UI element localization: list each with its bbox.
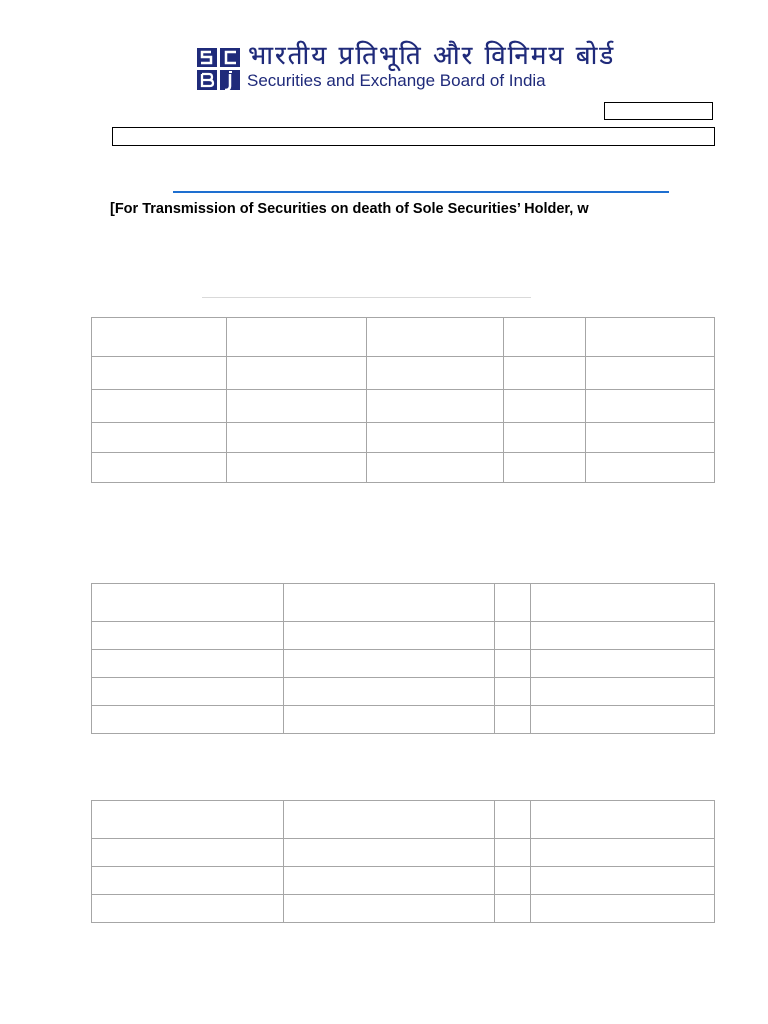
table-cell [531,706,715,734]
table-row [92,650,715,678]
table-cell [284,678,495,706]
table-row [92,584,715,622]
table-row [92,357,715,390]
reference-box [604,102,713,120]
table-row [92,801,715,839]
table-cell [531,678,715,706]
table-cell [227,423,367,453]
table-row [92,678,715,706]
table-cell [92,650,284,678]
grey-divider [202,297,531,298]
table-cell [531,584,715,622]
title-box [112,127,715,146]
table-cell [367,318,504,357]
table-cell [367,357,504,390]
table-cell [495,650,531,678]
table-row [92,453,715,483]
table-cell [504,390,586,423]
table-cell [531,650,715,678]
table-cell [495,801,531,839]
table-cell [367,453,504,483]
table-cell [92,895,284,923]
table-row [92,622,715,650]
table-cell [495,678,531,706]
table-cell [92,390,227,423]
table-row [92,706,715,734]
english-title: Securities and Exchange Board of India [247,71,546,90]
table-cell [495,706,531,734]
table-cell [227,453,367,483]
table-cell [92,678,284,706]
securities-table [91,317,715,483]
table-cell [531,622,715,650]
form-subtitle: [For Transmission of Securities on death of Sole Securities’ Holder, w [110,201,589,217]
table-cell [284,622,495,650]
table-cell [227,318,367,357]
table-cell [531,867,715,895]
table-cell [92,453,227,483]
table-cell [504,318,586,357]
table-cell [586,390,715,423]
witness-table [91,800,715,923]
table-cell [92,584,284,622]
table-cell [92,801,284,839]
table-cell [92,706,284,734]
table-cell [92,318,227,357]
table-row [92,895,715,923]
table-cell [92,839,284,867]
table-cell [92,423,227,453]
table-cell [504,357,586,390]
sebi-logo-icon [196,46,246,94]
table-cell [284,867,495,895]
table-cell [227,357,367,390]
table-row [92,423,715,453]
table-cell [495,584,531,622]
table-cell [284,584,495,622]
table-row [92,839,715,867]
table-cell [586,453,715,483]
table-cell [284,895,495,923]
table-cell [586,357,715,390]
table-cell [495,622,531,650]
table-cell [92,867,284,895]
hindi-title: भारतीय प्रतिभूति और विनिमय बोर्ड [248,41,616,71]
table-cell [367,423,504,453]
table-cell [531,895,715,923]
table-cell [284,650,495,678]
table-cell [586,318,715,357]
table-cell [284,801,495,839]
table-row [92,867,715,895]
table-cell [495,895,531,923]
table-cell [284,706,495,734]
table-cell [504,423,586,453]
table-cell [495,867,531,895]
table-cell [531,839,715,867]
table-cell [504,453,586,483]
claimant-table [91,583,715,734]
table-row [92,390,715,423]
blue-divider [173,191,669,193]
table-cell [92,357,227,390]
table-cell [227,390,367,423]
table-cell [586,423,715,453]
table-row [92,318,715,357]
table-cell [367,390,504,423]
table-cell [284,839,495,867]
table-cell [531,801,715,839]
table-cell [92,622,284,650]
table-cell [495,839,531,867]
